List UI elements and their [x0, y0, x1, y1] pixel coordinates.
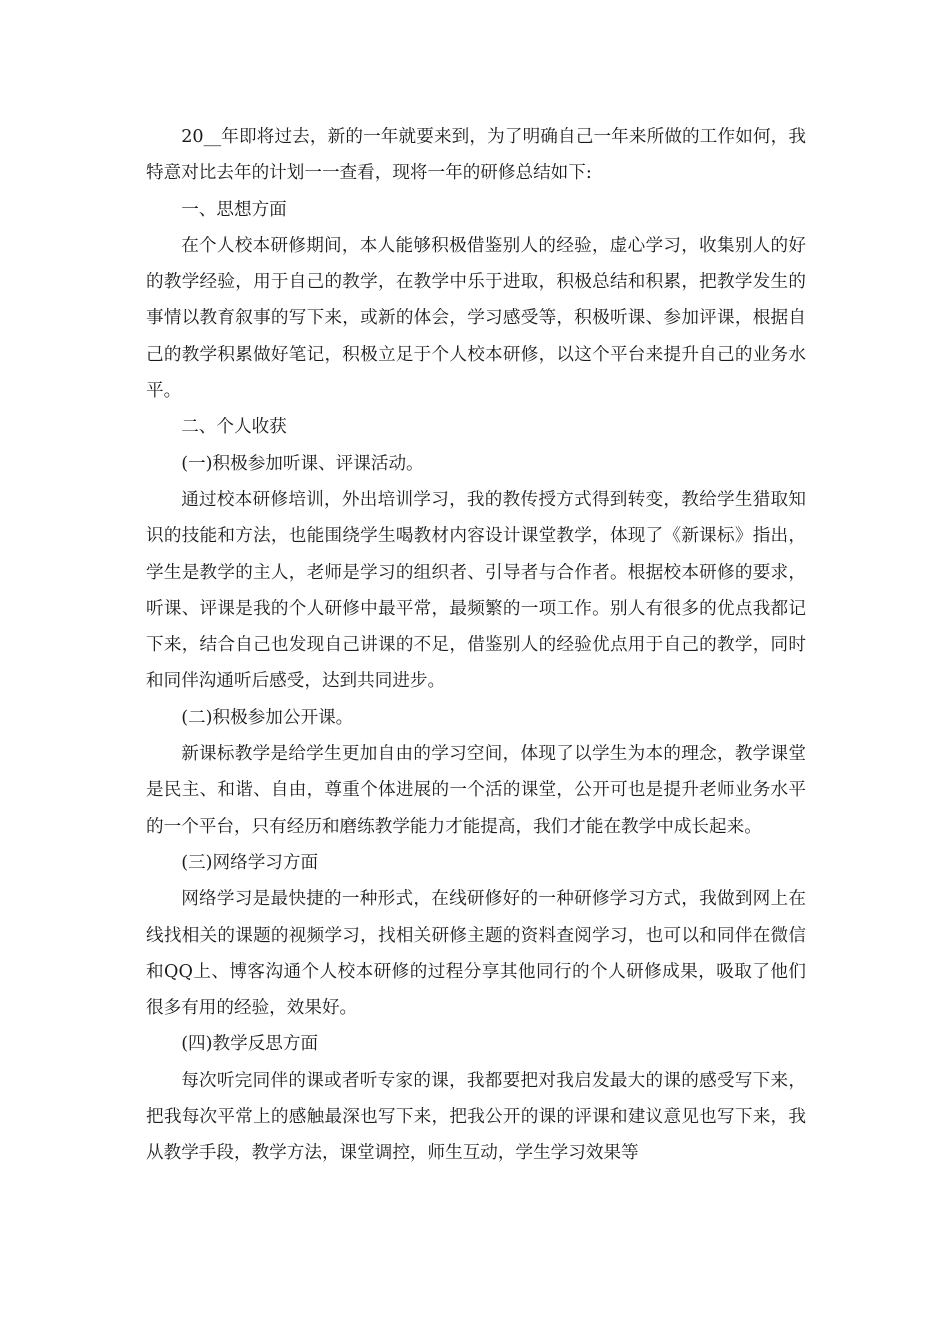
paragraph-open-class: 新课标教学是给学生更加自由的学习空间，体现了以学生为本的理念，教学课堂是民主、和谐、自由，尊重个体进展的一个活的课堂，公开可也是提升老师业务水平的一个平台，只有经历和磨练教学能力才能提高，我们才能在教学中成长起来。 — [146, 744, 806, 837]
paragraph-lesson-observation: 通过校本研修培训，外出培训学习，我的教传授方式得到转变，教给学生猎取知识的技能和方法，也能围绕学生喝教材内容设计课堂教学，体现了《新课标》指出，学生是教学的主人，老师是学习的组织者、引导者与合作者。根据校本研修的要求，听课、评课是我的个人研修中最平常，最频繁的一项工作。别人有很多的优点我都记下来，结合自己也发现自己讲课的不足，借鉴别人的经验优点用于自己的教学，同时和同伴沟通听后感受，达到共同进步。 — [146, 489, 806, 692]
subheading-teaching-reflection: (四)教学反思方面 — [181, 1034, 319, 1055]
paragraph-teaching-reflection: 每次听完同伴的课或者听专家的课，我都要把对我启发最大的课的感受写下来，把我每次平常上的感触最深也写下来，把我公开的课的评课和建议意见也写下来，我从教学手段，教学方法，课堂调控，师生互动，学生学习效果等 — [146, 1070, 806, 1164]
subheading-online-learning: (三)网络学习方面 — [181, 852, 319, 873]
section-heading-gains: 二、个人收获 — [181, 417, 287, 438]
subheading-open-class: (二)积极参加公开课。 — [181, 707, 354, 728]
section-heading-thought: 一、思想方面 — [181, 199, 287, 220]
paragraph-thought: 在个人校本研修期间，本人能够积极借鉴别人的经验，虚心学习，收集别人的好的教学经验，用于自己的教学，在教学中乐于进取，积极总结和积累，把教学发生的事情以教育叙事的写下来，或新的体会，学习感受等，积极听课、参加评课，根据自己的教学积累做好笔记，积极立足于个人校本研修，以这个平台来提升自己的业务水平。 — [146, 235, 806, 402]
document-body — [146, 119, 806, 1172]
subheading-lesson-observation: (一)积极参加听课、评课活动。 — [181, 453, 424, 474]
paragraph-intro: 20__年即将过去，新的一年就要来到，为了明确自己一年来所做的工作如何，我特意对比去年的计划一一查看，现将一年的研修总结如下: — [146, 127, 806, 184]
paragraph-online-learning: 网络学习是最快捷的一种形式，在线研修好的一种研修学习方式，我做到网上在线找相关的课题的视频学习，找相关研修主题的资料查阅学习，也可以和同伴在微信和QQ上、博客沟通个人校本研修的过程分享其他同行的个人研修成果，吸取了他们很多有用的经验，效果好。 — [146, 889, 806, 1019]
